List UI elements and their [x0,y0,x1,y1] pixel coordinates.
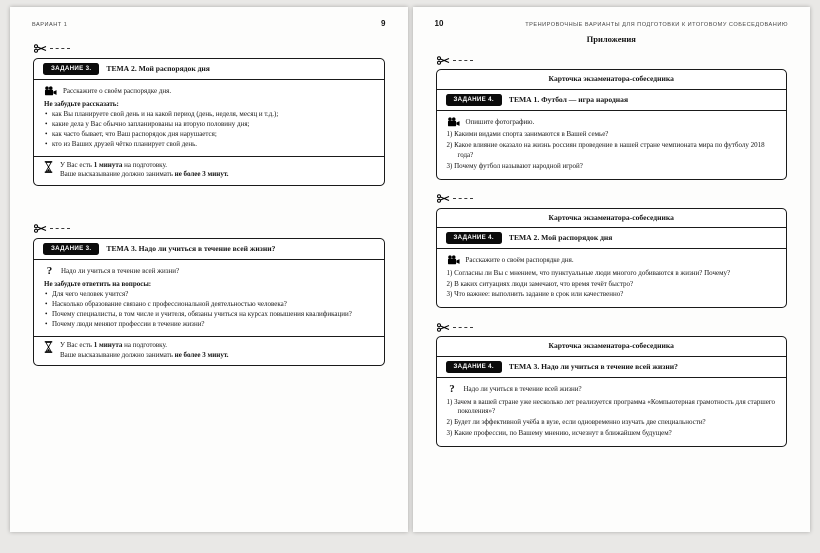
card-body [437,249,787,307]
cut-dashes [453,198,473,199]
card-title-row [437,90,787,111]
card-title: ТЕМА 2. Мой распорядок дня [508,232,613,242]
right-page-header [435,19,789,30]
examiner-card-header: Карточка экзаменатора-собеседника [437,337,787,356]
task-badge: ЗАДАНИЕ 4. [446,94,502,106]
prompt-row [447,255,777,265]
camera-icon [447,255,460,265]
card-title: ТЕМА 3. Надо ли учиться в течение всей жизни? [508,361,678,371]
scissors-icon [34,224,47,233]
prompt-row [44,86,374,96]
cut-line [34,44,386,54]
card-title-row [437,357,787,378]
scissors-icon [437,323,450,332]
bullet-list [44,290,374,329]
cut-line [437,55,789,65]
scissors-icon [437,56,450,65]
question-item: 3) Почему футбол называют народной игрой? [446,161,583,170]
cut-line [437,194,789,204]
prompt-text: Расскажите о своём распорядке дня. [465,256,574,265]
right-page [413,7,811,532]
card-title-row [437,228,787,249]
page-number: 9 [381,19,386,28]
question-item: 2) Какое влияние оказало на жизнь россиян проведение в нашей стране чемпионата мира по футболу 2018 года? [446,141,765,159]
bullet-item: • какие дела у Вас обычно запланированы на вторую половину дня; [44,120,374,129]
cut-dashes [50,48,70,49]
timer-part-bold: не более 3 минут. [174,170,229,179]
prompt-text: Расскажите о своём распорядке дня. [63,87,172,96]
timer-line-2 [60,170,229,179]
cut-dashes [453,60,473,61]
timer-part: У Вас есть [60,160,94,169]
bullet-item: • Почему люди меняют профессии в течение жизни? [44,320,374,329]
question-item: 1) Какими видами спорта занимаются в Вашей семье? [446,130,609,139]
cut-dashes [50,228,70,229]
timer-row [34,336,384,365]
running-head: ВАРИАНТ 1 [32,22,68,28]
task-card-tema3 [33,238,385,366]
section-title: Приложения [586,33,636,44]
bullet-item: • как Вы планируете свой день и на какой период (день, неделя, месяц и т.д.); [44,110,374,119]
task-badge: ЗАДАНИЕ 3. [43,63,99,75]
prompt-text: Опишите фотографию. [465,117,535,126]
bullet-item: • Для чего человек учится? [44,290,374,299]
bullet-item: • кто из Ваших друзей чётко планирует свой день. [44,140,374,149]
scissors-icon [34,44,47,53]
examiner-card-tema1 [436,69,788,179]
timer-part: на подготовку. [122,341,168,350]
question-item: 1) Зачем в вашей стране уже несколько лет реализуется программа «Компьютерная грамотность для старшего поколения»? [446,398,776,416]
task-badge: ЗАДАНИЕ 4. [446,232,502,244]
task-badge: ЗАДАНИЕ 4. [446,361,502,373]
question-mark-icon: ? [46,265,53,278]
question-item: 1) Согласны ли Вы с мнением, что пунктуальные люди многого добиваются в жизни? Почему? [446,268,731,277]
timer-part: У Вас есть [60,341,94,350]
question-item: 2) В каких ситуациях люди замечают, что время течёт быстро? [446,279,634,288]
examiner-card-header: Карточка экзаменатора-собеседника [437,209,787,228]
timer-part: на подготовку. [122,160,168,169]
hourglass-icon [44,341,53,353]
timer-part: Ваше высказывание должно занимать [60,170,175,179]
card-body [437,378,787,446]
note-heading: Не забудьте ответить на вопросы: [44,280,152,289]
left-page-header [32,19,386,30]
prompt-text: Надо ли учиться в течение всей жизни? [463,385,582,394]
prompt-row [44,266,374,277]
timer-part: Ваше высказывание должно занимать [60,350,175,359]
camera-icon [447,117,460,127]
card-title: ТЕМА 2. Мой распорядок дня [106,63,210,73]
page-number: 10 [434,19,444,28]
timer-text [60,341,229,360]
task-badge: ЗАДАНИЕ 3. [43,243,99,255]
card-title: ТЕМА 3. Надо ли учиться в течение всей жизни? [106,243,276,253]
bullet-item: • Насколько образование связано с профессиональной деятельностью человека? [44,300,374,309]
cut-line [34,224,386,234]
prompt-row [447,384,777,395]
task-card-tema2 [33,58,385,186]
cut-dashes [453,327,473,328]
examiner-card-header: Карточка экзаменатора-собеседника [437,70,787,89]
card-body [34,260,384,336]
timer-line-2 [60,351,229,360]
prompt-row [447,117,777,127]
hourglass-icon [44,161,53,173]
bullet-item: • как часто бывает, что Ваш распорядок дня нарушается; [44,130,374,139]
timer-part-bold: не более 3 минут. [174,350,229,359]
question-item: 2) Будет ли эффективной учёба в вузе, если одновременно изучать две специальности? [446,418,706,427]
scissors-icon [437,194,450,203]
running-head: ТРЕНИРОВОЧНЫЕ ВАРИАНТЫ ДЛЯ ПОДГОТОВКИ К ИТОГОВОМУ СОБЕСЕДОВАНИЮ [525,22,788,28]
question-item: 3) Что важнее: выполнить задание в срок или качественно? [446,290,624,299]
note-heading: Не забудьте рассказать: [44,99,119,108]
examiner-card-tema3 [436,336,788,447]
camera-icon [44,86,57,96]
bullet-list [44,110,374,149]
bullet-item: • Почему специалисты, в том числе и учителя, обязаны учиться на курсах повышения квалификации? [44,310,374,319]
examiner-card-tema2 [436,208,788,309]
timer-text [60,161,229,180]
timer-row [34,156,384,185]
card-title: ТЕМА 1. Футбол — игра народная [508,94,629,104]
left-page [10,7,408,532]
prompt-text: Надо ли учиться в течение всей жизни? [61,267,180,276]
timer-line-1 [60,161,229,170]
timer-line-1 [60,341,229,350]
card-title-row [34,59,384,80]
card-body [34,80,384,156]
timer-part-bold: 1 минута [93,341,123,350]
question-item: 3) Какие профессии, по Вашему мнению, исчезнут в ближайшем будущем? [446,429,672,438]
question-mark-icon: ? [449,383,455,396]
card-title-row [34,239,384,260]
card-body [437,111,787,179]
cut-line [437,322,789,332]
timer-part-bold: 1 минута [93,160,123,169]
